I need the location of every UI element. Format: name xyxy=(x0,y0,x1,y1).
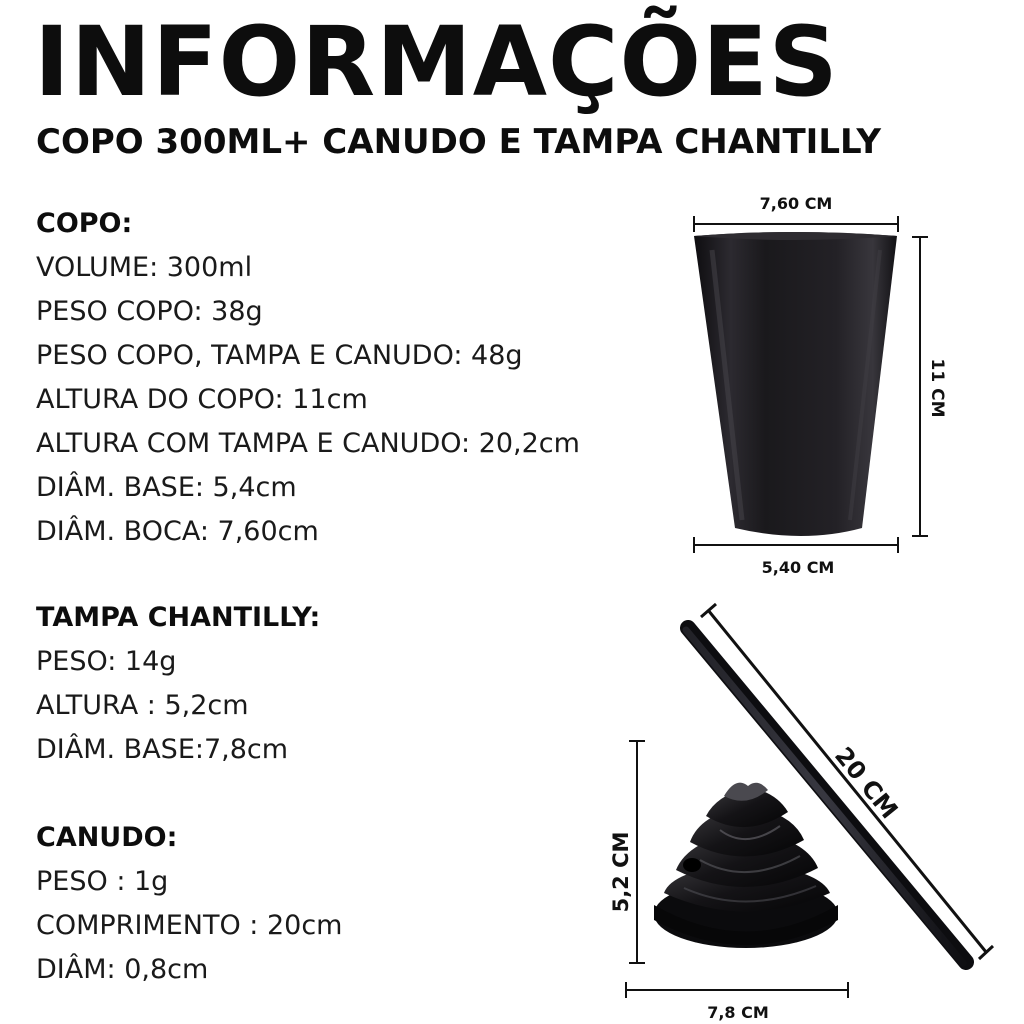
copo-volume: VOLUME: 300ml xyxy=(36,252,253,283)
canudo-length: COMPRIMENTO : 20cm xyxy=(36,910,343,941)
copo-height: ALTURA DO COPO: 11cm xyxy=(36,384,368,415)
tampa-base-diameter: DIÂM. BASE:7,8cm xyxy=(36,734,289,765)
lid-height-label: 5,2 CM xyxy=(609,831,633,913)
lid-base-width-dimension xyxy=(626,982,848,1022)
canudo-heading: CANUDO: xyxy=(36,822,178,853)
copo-total-weight: PESO COPO, TAMPA E CANUDO: 48g xyxy=(36,340,523,371)
copo-weight: PESO COPO: 38g xyxy=(36,296,263,327)
cup-base-width-label: 5,40 CM xyxy=(761,558,835,577)
copo-base-diameter: DIÂM. BASE: 5,4cm xyxy=(36,472,297,503)
cup-base-width-dimension xyxy=(694,537,898,577)
straw-length-label: 20 CM xyxy=(829,741,904,825)
tampa-heading: TAMPA CHANTILLY: xyxy=(36,602,321,633)
copo-mouth-diameter: DIÂM. BOCA: 7,60cm xyxy=(36,516,319,547)
cup-image xyxy=(694,232,897,536)
cup-height-dimension xyxy=(912,237,947,536)
cup-height-label: 11 CM xyxy=(927,358,947,418)
page-title: INFORMAÇÕES xyxy=(34,6,839,118)
lid-image xyxy=(654,783,838,948)
tampa-weight: PESO: 14g xyxy=(36,646,177,677)
copo-height-with-lid: ALTURA COM TAMPA E CANUDO: 20,2cm xyxy=(36,428,580,459)
canudo-diameter: DIÂM: 0,8cm xyxy=(36,954,209,985)
cup-top-width-label: 7,60 CM xyxy=(759,194,833,213)
tampa-height: ALTURA : 5,2cm xyxy=(36,690,249,721)
canudo-weight: PESO : 1g xyxy=(36,866,169,897)
lid-base-width-label: 7,8 CM xyxy=(707,1003,769,1022)
copo-heading: COPO: xyxy=(36,208,133,239)
cup-top-width-dimension xyxy=(694,194,898,232)
product-subtitle: COPO 300ML+ CANUDO E TAMPA CHANTILLY xyxy=(36,122,881,162)
lid-height-dimension xyxy=(609,741,645,963)
